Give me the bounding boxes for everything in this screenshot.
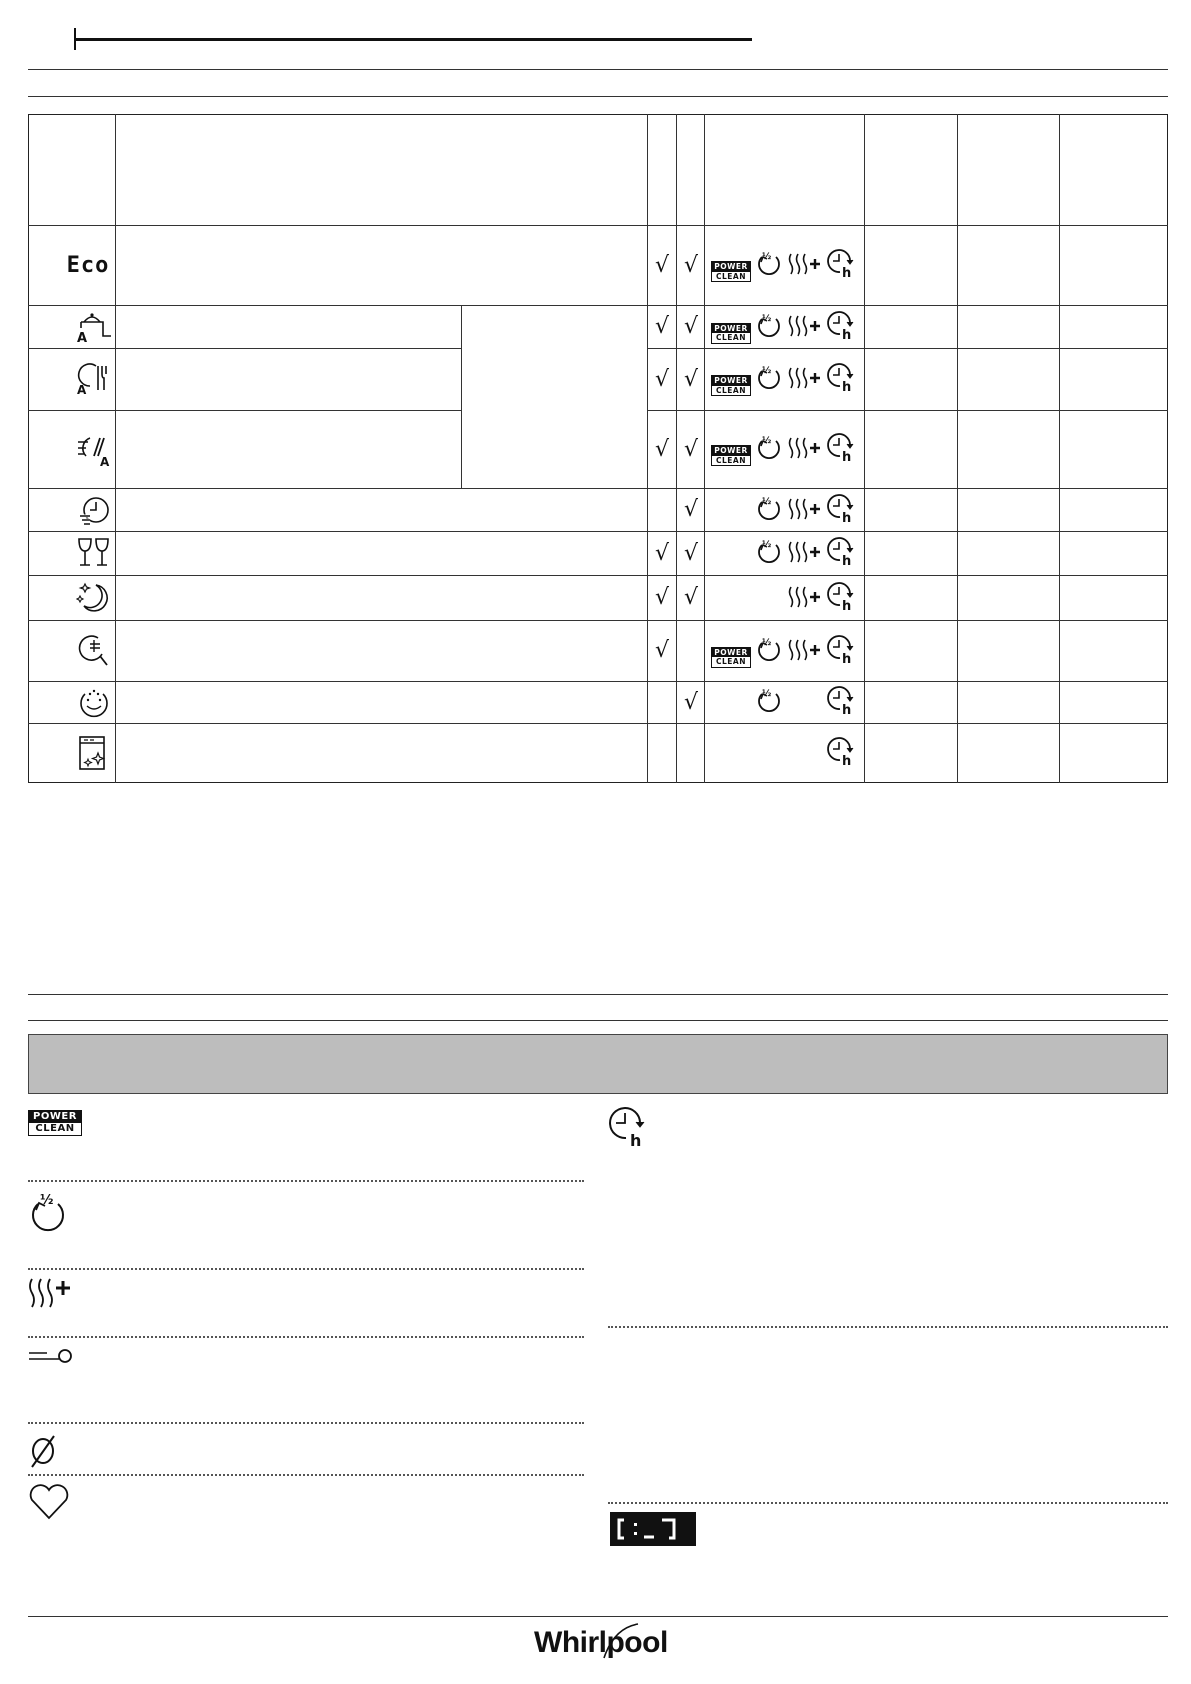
plate-cutlery-auto-icon <box>76 360 112 396</box>
power-clean-icon: POWER CLEAN <box>711 316 751 344</box>
row-line <box>28 488 1168 489</box>
legend-divider <box>28 1268 584 1270</box>
extra-dry-icon <box>788 252 822 278</box>
row-line <box>28 620 1168 621</box>
check-mark: √ <box>683 540 699 566</box>
svg-text:A: A <box>100 455 110 468</box>
delay-start-icon <box>826 432 860 466</box>
section-rule-1 <box>28 994 1168 995</box>
row-line <box>28 225 1168 226</box>
svg-text:A: A <box>77 331 88 344</box>
row-line <box>647 410 1168 411</box>
dishes-fast-auto-icon <box>76 432 112 468</box>
legend-divider <box>28 1336 584 1338</box>
options-header-band <box>28 1034 1168 1094</box>
header-tick <box>74 28 76 50</box>
half-load-icon <box>755 687 785 717</box>
delay-start-icon <box>826 362 860 396</box>
legend-divider <box>28 1422 584 1424</box>
svg-text:A: A <box>77 383 87 396</box>
check-mark: √ <box>683 497 699 522</box>
row-line <box>28 575 1168 576</box>
svg-text:½: ½ <box>762 313 772 324</box>
extra-dry-icon <box>788 497 822 523</box>
footer-rule <box>28 1616 1168 1617</box>
night-silent-icon <box>76 580 112 616</box>
check-mark: √ <box>654 540 670 566</box>
legend-extra-dry-icon <box>28 1276 78 1310</box>
svg-text:½: ½ <box>762 540 772 550</box>
half-load-icon <box>755 312 785 342</box>
extra-dry-icon <box>788 585 822 611</box>
self-clean-icon <box>78 735 110 773</box>
delay-start-icon <box>826 493 860 527</box>
power-clean-icon: POWER CLEAN <box>711 254 751 282</box>
extra-dry-icon <box>788 366 822 392</box>
svg-text:h: h <box>630 1131 642 1146</box>
quick-wash-icon <box>78 494 112 528</box>
whirlpool-logo <box>520 1618 680 1662</box>
delay-start-icon <box>826 581 860 615</box>
extra-dry-icon <box>788 638 822 664</box>
eco-icon: Eco <box>66 252 110 278</box>
half-load-icon <box>755 250 785 280</box>
svg-text:½: ½ <box>762 252 772 262</box>
legend-half-load-icon <box>28 1190 68 1234</box>
half-load-icon <box>755 364 785 394</box>
check-mark: √ <box>683 436 699 462</box>
row-line <box>28 531 1168 532</box>
check-mark: √ <box>683 252 699 278</box>
half-load-icon <box>755 538 785 568</box>
delay-start-icon <box>826 736 860 770</box>
power-clean-icon: POWER CLEAN <box>711 368 751 396</box>
delay-start-icon <box>826 685 860 719</box>
legend-tablet-icon <box>28 1346 74 1366</box>
row-line <box>647 348 1168 349</box>
row-line <box>28 305 1168 306</box>
power-clean-icon: POWER CLEAN <box>711 640 751 668</box>
legend-divider <box>608 1326 1168 1328</box>
col-line <box>957 114 958 783</box>
delay-start-icon <box>826 634 860 668</box>
check-mark: √ <box>683 689 699 715</box>
legend-divider <box>28 1180 584 1182</box>
col-line <box>115 114 116 783</box>
header-rule-2 <box>28 96 1168 97</box>
power-clean-icon: POWER CLEAN <box>711 438 751 466</box>
rinse-icon <box>77 686 111 720</box>
check-mark: √ <box>654 585 670 610</box>
col-line-merged <box>461 305 462 488</box>
legend-heart-icon <box>28 1482 72 1522</box>
svg-text:½: ½ <box>762 366 772 376</box>
header-bar <box>74 38 752 41</box>
section-rule-2 <box>28 1020 1168 1021</box>
legend-divider <box>608 1502 1168 1504</box>
legend-divider <box>28 1474 584 1476</box>
header-rule-1 <box>28 69 1168 70</box>
row-line <box>28 681 1168 682</box>
half-load-icon <box>755 434 785 464</box>
col-line <box>864 114 865 783</box>
program-table <box>28 114 1168 783</box>
glasses-icon <box>76 536 112 570</box>
brand-text: Whirlpool <box>534 1626 668 1659</box>
row-line <box>28 348 461 349</box>
extra-dry-icon <box>788 314 822 340</box>
delay-start-icon <box>826 248 860 282</box>
svg-text:½: ½ <box>762 496 772 507</box>
row-line <box>28 723 1168 724</box>
col-line <box>1059 114 1060 783</box>
check-mark: √ <box>654 366 670 392</box>
half-load-icon <box>755 636 785 666</box>
pot-auto-icon <box>74 312 112 344</box>
row-line <box>28 410 461 411</box>
delay-start-icon <box>826 310 860 344</box>
check-mark: √ <box>683 314 699 339</box>
legend-power-clean-icon: POWER CLEAN <box>28 1104 82 1136</box>
extra-dry-icon <box>788 540 822 566</box>
delay-start-icon <box>826 536 860 570</box>
check-mark: √ <box>654 314 670 339</box>
svg-text:½: ½ <box>762 637 772 648</box>
svg-text:½: ½ <box>762 436 772 446</box>
half-load-icon <box>755 495 785 525</box>
svg-text:½: ½ <box>40 1193 54 1208</box>
legend-delay-start-icon <box>608 1106 648 1146</box>
check-mark: √ <box>654 638 670 663</box>
extra-dry-icon <box>788 436 822 462</box>
legend-disabled-icon <box>28 1434 60 1470</box>
svg-text:½: ½ <box>762 689 772 699</box>
legend-display-icon <box>610 1512 696 1546</box>
check-mark: √ <box>683 366 699 392</box>
check-mark: √ <box>654 252 670 278</box>
check-mark: √ <box>683 585 699 610</box>
check-mark: √ <box>654 436 670 462</box>
hygiene-icon <box>76 630 112 670</box>
